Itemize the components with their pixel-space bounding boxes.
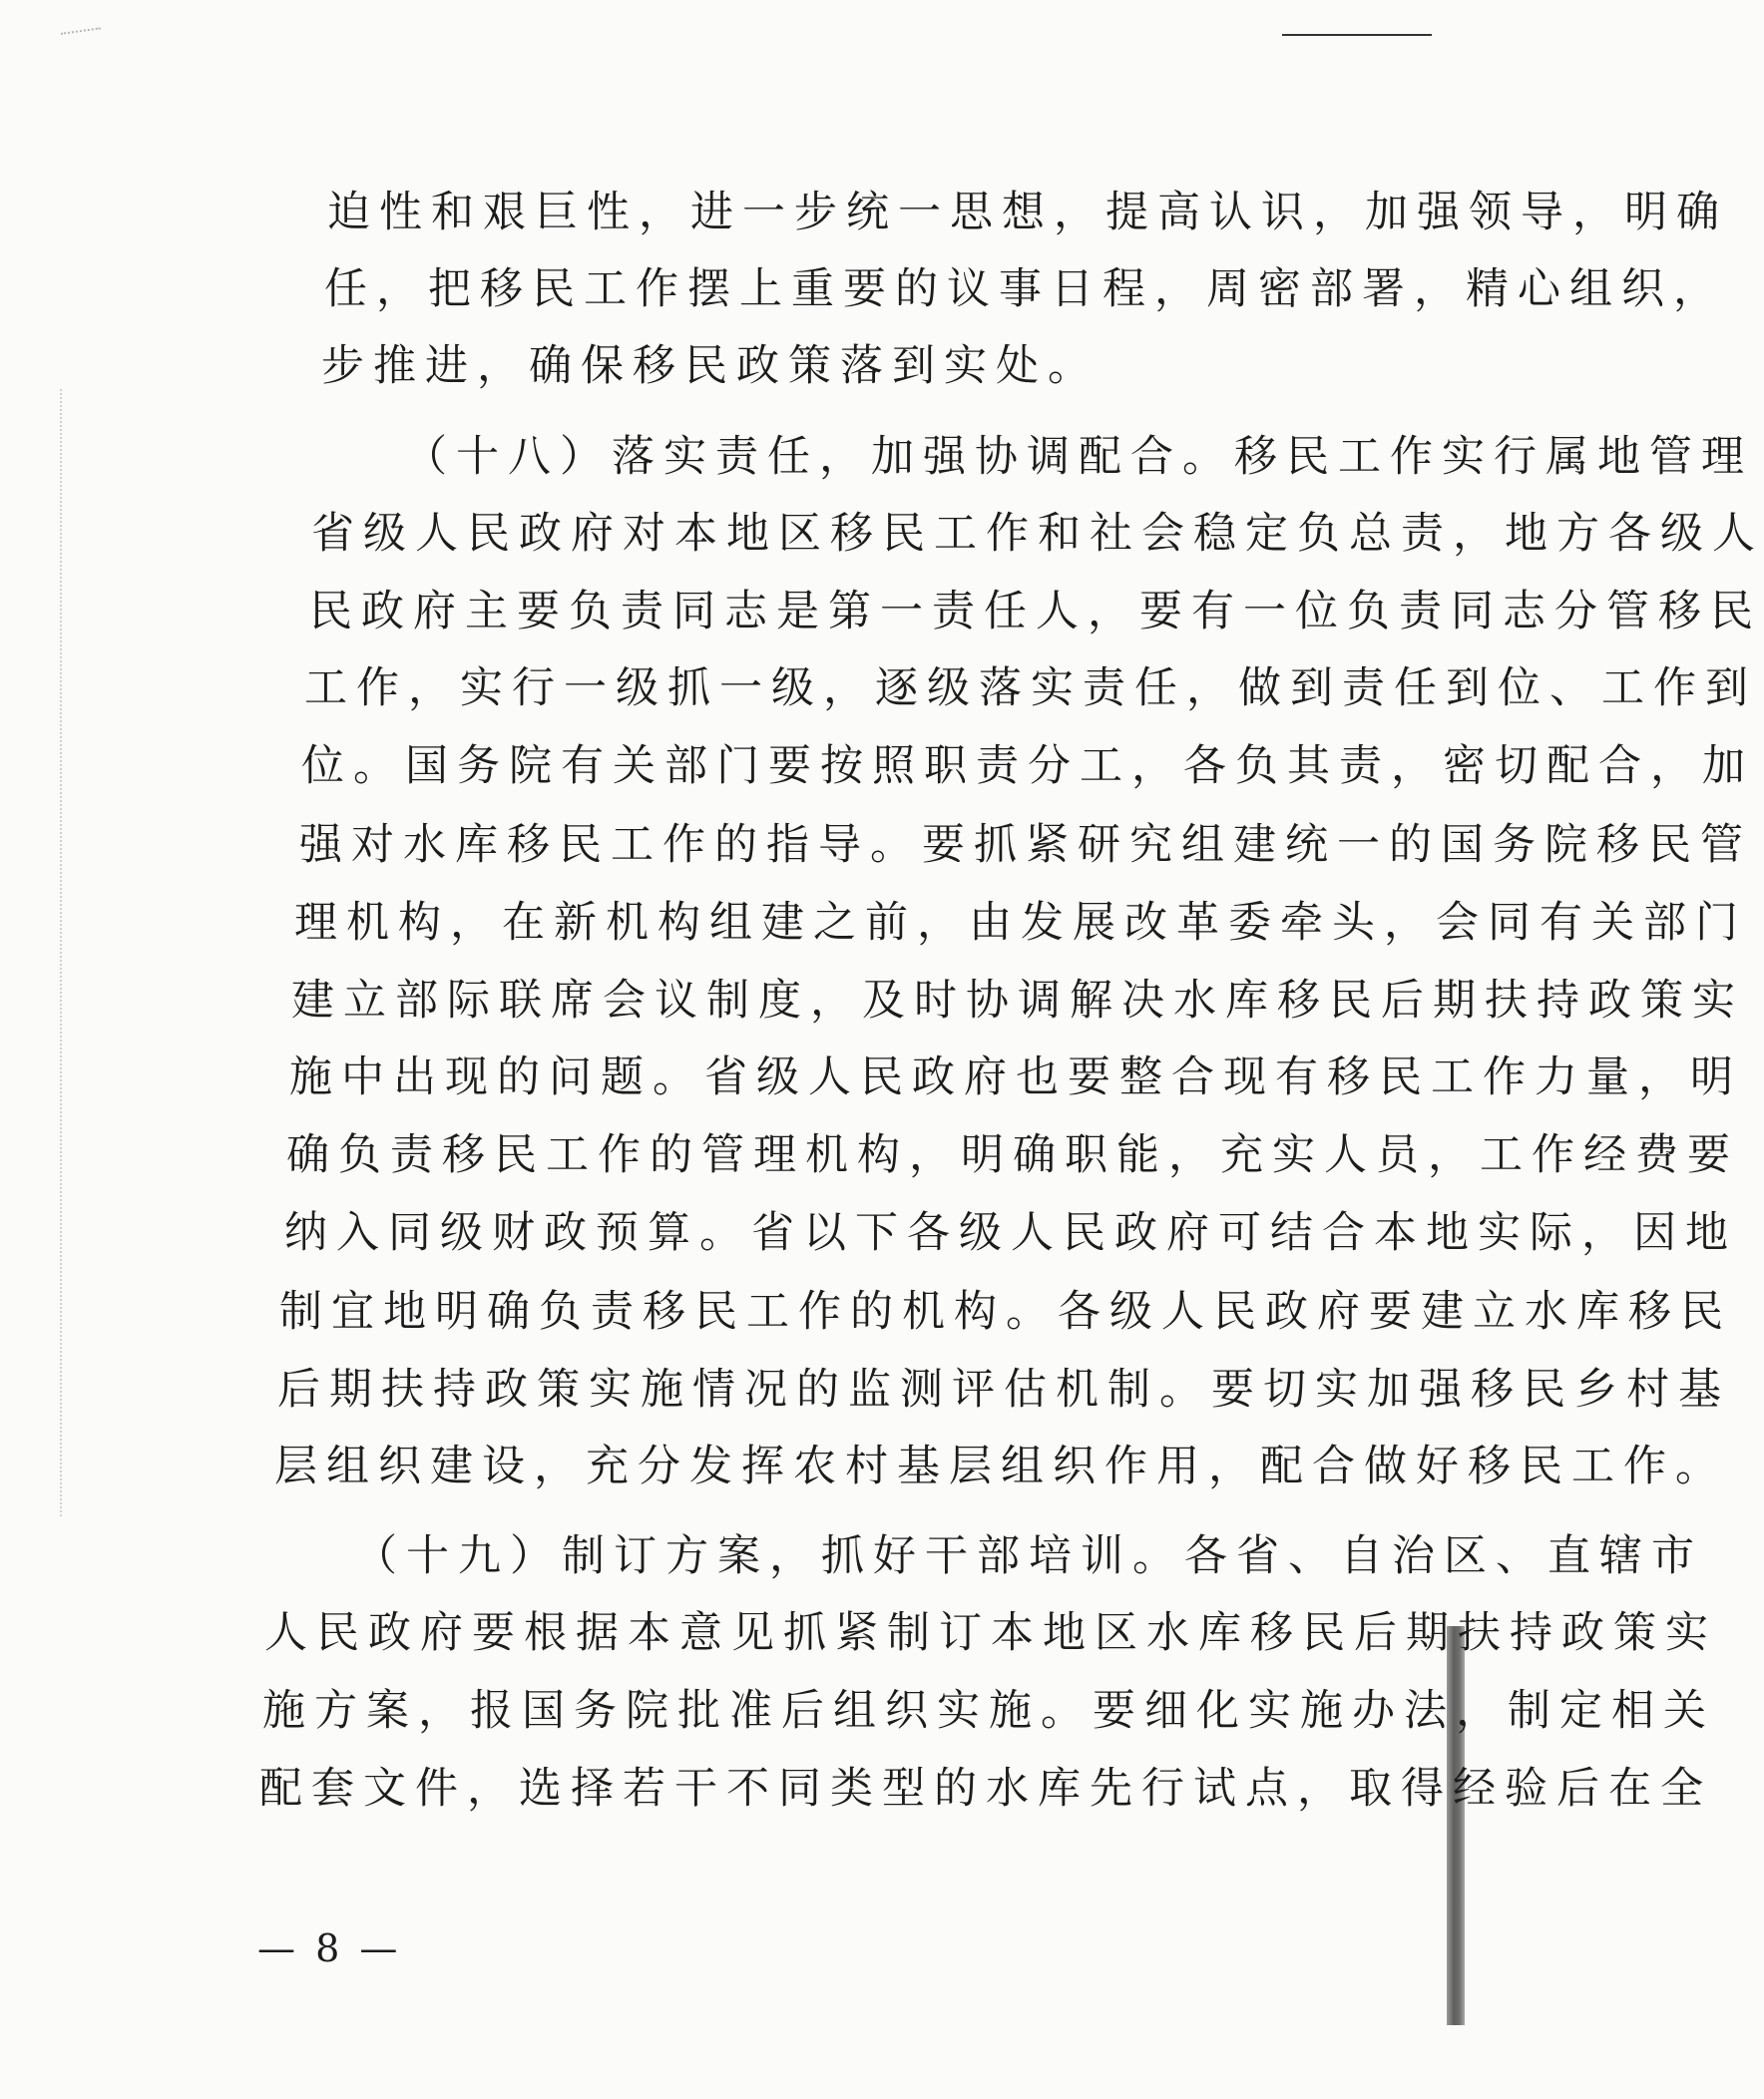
- text-line: 位。国务院有关部门要按照职责分工，各负其责，密切配合，加: [301, 741, 1754, 791]
- text-line: 理机构，在新机构组建之前，由发展改革委牵头，会同有关部门: [294, 898, 1747, 948]
- paragraph-19-heading-line: （十九）制订方案，抓好干部培训。各省、自治区、直辖市: [354, 1531, 1703, 1581]
- text-line: 强对水库移民工作的指导。要抓紧研究组建统一的国务院移民管: [299, 820, 1752, 870]
- text-line: 层组织建设，充分发挥农村基层组织作用，配合做好移民工作。: [274, 1442, 1727, 1491]
- text-line: 任，把移民工作摆上重要的议事日程，周密部署，精心组织，: [324, 264, 1725, 314]
- text-line: 配套文件，选择若干不同类型的水库先行试点，取得经验后在全: [259, 1764, 1712, 1814]
- page-number: — 8 —: [257, 1926, 402, 1970]
- text-line: 后期扶持政策实施情况的监测评估机制。要切实加强移民乡村基: [277, 1365, 1730, 1415]
- text-line: 民政府主要负责同志是第一责任人，要有一位负责同志分管移民: [309, 587, 1762, 636]
- text-line: 制宜地明确负责移民工作的机构。各级人民政府要建立水库移民: [279, 1287, 1732, 1337]
- text-line: 纳入同级财政预算。省以下各级人民政府可结合本地实际，因地: [284, 1208, 1737, 1258]
- text-line: 施中出现的问题。省级人民政府也要整合现有移民工作力量，明: [289, 1052, 1742, 1102]
- text-line: 省级人民政府对本地区移民工作和社会稳定负总责，地方各级人: [311, 509, 1764, 559]
- text-line: 工作，实行一级抓一级，逐级落实责任，做到责任到位、工作到: [304, 663, 1757, 713]
- text-line: 施方案，报国务院批准后组织实施。要细化实施办法，制定相关: [262, 1686, 1715, 1736]
- text-line: 迫性和艰巨性，进一步统一思想，提高认识，加强领导，明确: [327, 188, 1728, 237]
- text-line: 确负责移民工作的管理机构，明确职能，充实人员，工作经费要: [286, 1130, 1739, 1180]
- text-line: 人民政府要根据本意见抓紧制订本地区水库移民后期扶持政策实: [264, 1608, 1717, 1658]
- paragraph-18-heading-line: （十八）落实责任，加强协调配合。移民工作实行属地管理: [404, 432, 1753, 482]
- text-line: 建立部际联席会议制度，及时协调解决水库移民后期扶持政策实: [291, 976, 1744, 1026]
- text-line: 步推进，确保移民政策落到实处。: [321, 341, 1100, 391]
